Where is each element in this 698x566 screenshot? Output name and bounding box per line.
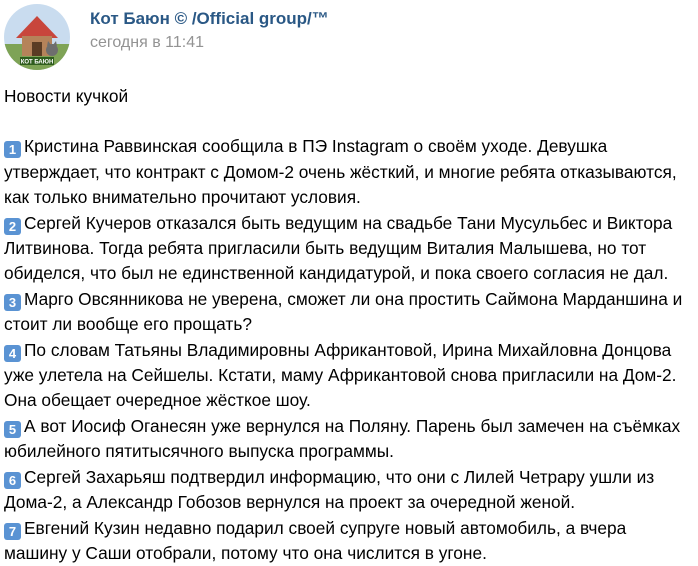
avatar[interactable]: [4, 4, 70, 70]
news-item: [4, 211, 694, 287]
news-item-text: Кристина Раввинская сообщила в ПЭ Instagram о своём уходе. Девушка утверждает, что контракт с Домом-2 очень жёсткий, и многие ребята отказываются, как только внимательно прочитают условия.: [4, 136, 677, 207]
post-title: Новости кучкой: [4, 84, 694, 109]
news-item-text: Марго Овсянникова не уверена, сможет ли она простить Саймона Марданшина и стоит ли вообще его прощать?: [4, 289, 682, 334]
news-item: [4, 134, 694, 210]
keycap-7-icon: 7: [4, 523, 21, 540]
cat-house-avatar-icon: [4, 4, 70, 70]
news-item: [4, 414, 694, 465]
post-header: [0, 0, 698, 80]
post-body: [4, 84, 694, 566]
group-name-link[interactable]: Кот Баюн © /Official group/™: [90, 9, 329, 29]
news-item-text: Сергей Кучеров отказался быть ведущим на свадьбе Тани Мусульбес и Виктора Литвинова. Тогда ребята пригласили быть ведущим Виталия Малышева, но тот обиделся, что был не единственной кандидатурой, и пока своего согласия не дал.: [4, 213, 672, 284]
keycap-6-icon: 6: [4, 472, 21, 489]
post-timestamp[interactable]: сегодня в 11:41: [90, 34, 204, 52]
news-item-text: Евгений Кузин недавно подарил своей супруге новый автомобиль, а вчера машину у Саши отобрали, потому что она числится в угоне.: [4, 518, 626, 563]
news-item: [4, 516, 694, 566]
news-item-text: По словам Татьяны Владимировны Африкантовой, Ирина Михайловна Донцова уже улетела на Сейшелы. Кстати, маму Африкантовой снова пригласили на Дом-2. Она обещает очередное жёсткое шоу.: [4, 340, 676, 411]
keycap-2-icon: 2: [4, 218, 21, 235]
news-item: [4, 465, 694, 516]
news-item: [4, 287, 694, 338]
keycap-3-icon: 3: [4, 294, 21, 311]
keycap-1-icon: 1: [4, 141, 21, 158]
keycap-4-icon: 4: [4, 345, 21, 362]
keycap-5-icon: 5: [4, 421, 21, 438]
svg-text:КОТ БАЮН: КОТ БАЮН: [21, 60, 54, 66]
news-item-text: А вот Иосиф Оганесян уже вернулся на Поляну. Парень был замечен на съёмках юбилейного пятитысячного выпуска программы.: [4, 416, 680, 461]
news-item: [4, 338, 694, 414]
news-item-text: Сергей Захарьяш подтвердил информацию, что они с Лилей Четрару ушли из Дома-2, а Александр Гобозов вернулся на проект за очередной женой.: [4, 467, 654, 512]
